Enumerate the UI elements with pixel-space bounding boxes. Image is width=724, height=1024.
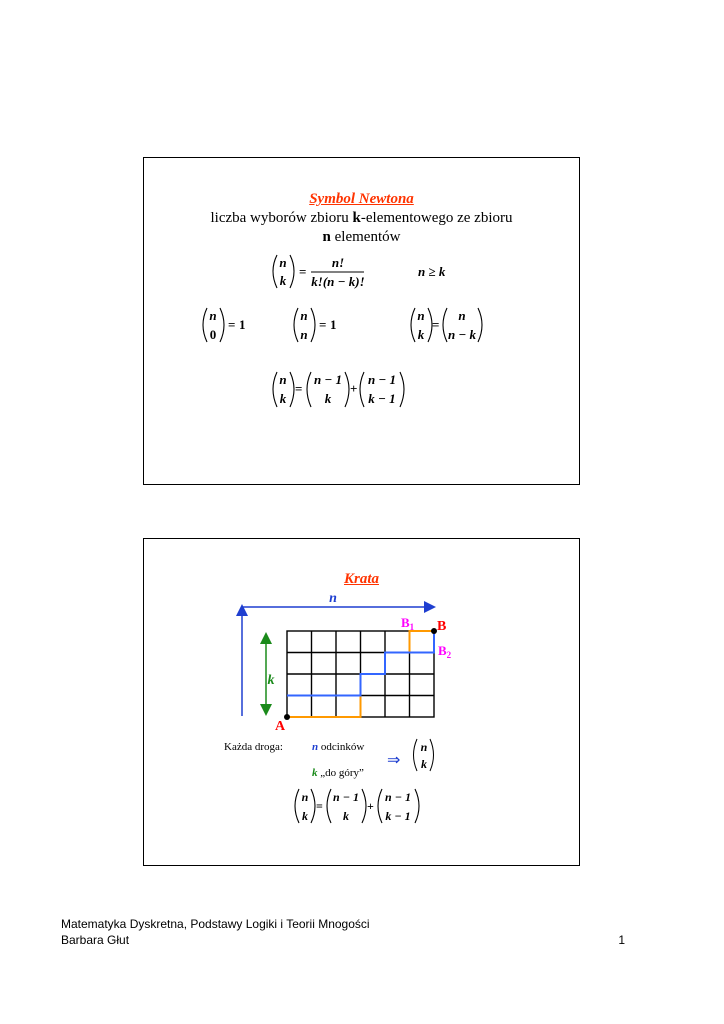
point-b2-label: $B_2$: [438, 643, 452, 660]
footer-author: Barbara Głut: [61, 933, 130, 947]
binomial-n-k-small: [414, 739, 434, 771]
binomial-definition: [273, 255, 446, 289]
definition-line-1: liczba wyborów zbioru k-elementowego ze zbioru: [210, 210, 513, 226]
definition-line-2: n elementów: [322, 229, 401, 245]
svg-text:n ≥ k: n ≥ k: [418, 264, 446, 279]
footer-course: Matematyka Dyskretna, Podstawy Logiki i Teorii Mnogości: [61, 917, 370, 931]
svg-text:k: k: [421, 757, 427, 771]
svg-text:n: n: [417, 308, 425, 323]
svg-text:n: n: [300, 327, 308, 342]
point-a-label: A: [275, 719, 286, 734]
svg-text:n − 1: n − 1: [313, 372, 343, 387]
svg-text:=: =: [295, 381, 303, 396]
svg-text:0: 0: [209, 327, 217, 342]
svg-text:n!: n!: [331, 255, 345, 270]
svg-text:+: +: [367, 799, 374, 813]
binomial-n-0: [203, 308, 246, 342]
svg-text:n: n: [301, 790, 309, 804]
svg-text:n − 1: n − 1: [385, 790, 411, 804]
pascal-identity: [273, 372, 404, 407]
svg-text:k: k: [324, 391, 332, 406]
svg-text:k: k: [279, 391, 287, 406]
svg-text:n − 1: n − 1: [333, 790, 359, 804]
point-b1-label: $B_1$: [401, 615, 415, 632]
point-b-label: B: [437, 619, 447, 634]
svg-text:k: k: [279, 273, 287, 288]
formulas-svg: [144, 158, 579, 484]
svg-text:k: k: [417, 327, 425, 342]
svg-text:1: 1: [239, 317, 246, 332]
implies-arrow: ⇒: [387, 752, 401, 769]
svg-text:k: k: [343, 809, 349, 823]
slide-symbol-newtona: [143, 157, 580, 485]
pascal-identity: [295, 789, 419, 823]
caption-lead: Każda droga:: [224, 741, 283, 753]
svg-text:=: =: [228, 317, 236, 332]
caption-k: k „do góry”: [312, 767, 364, 779]
binomial-symmetry: [411, 308, 482, 342]
svg-text:n: n: [300, 308, 308, 323]
slide-title: Symbol Newtona: [309, 191, 414, 207]
svg-text:n: n: [279, 255, 287, 270]
lattice-svg: [144, 539, 579, 865]
svg-text:n: n: [279, 372, 287, 387]
svg-text:n: n: [209, 308, 217, 323]
svg-text:n − 1: n − 1: [367, 372, 397, 387]
svg-text:k − 1: k − 1: [385, 809, 411, 823]
svg-text:=: =: [432, 317, 440, 332]
binomial-n-n: [294, 308, 337, 342]
caption-n: n odcinków: [312, 741, 365, 753]
svg-text:k − 1: k − 1: [368, 391, 396, 406]
svg-text:n − k: n − k: [447, 327, 477, 342]
n-axis-label: n: [329, 591, 337, 606]
page-number: 1: [618, 933, 625, 947]
svg-text:n: n: [458, 308, 466, 323]
slide-krata: [143, 538, 580, 866]
svg-text:=: =: [319, 317, 327, 332]
svg-text:1: 1: [330, 317, 337, 332]
svg-text:n: n: [420, 740, 428, 754]
k-axis-label: k: [267, 673, 275, 688]
svg-text:=: =: [299, 264, 307, 279]
svg-text:k: k: [302, 809, 308, 823]
svg-text:k!(n − k)!: k!(n − k)!: [311, 274, 365, 289]
svg-text:+: +: [350, 381, 358, 396]
svg-text:=: =: [316, 799, 323, 813]
slide-title: Krata: [343, 571, 379, 587]
